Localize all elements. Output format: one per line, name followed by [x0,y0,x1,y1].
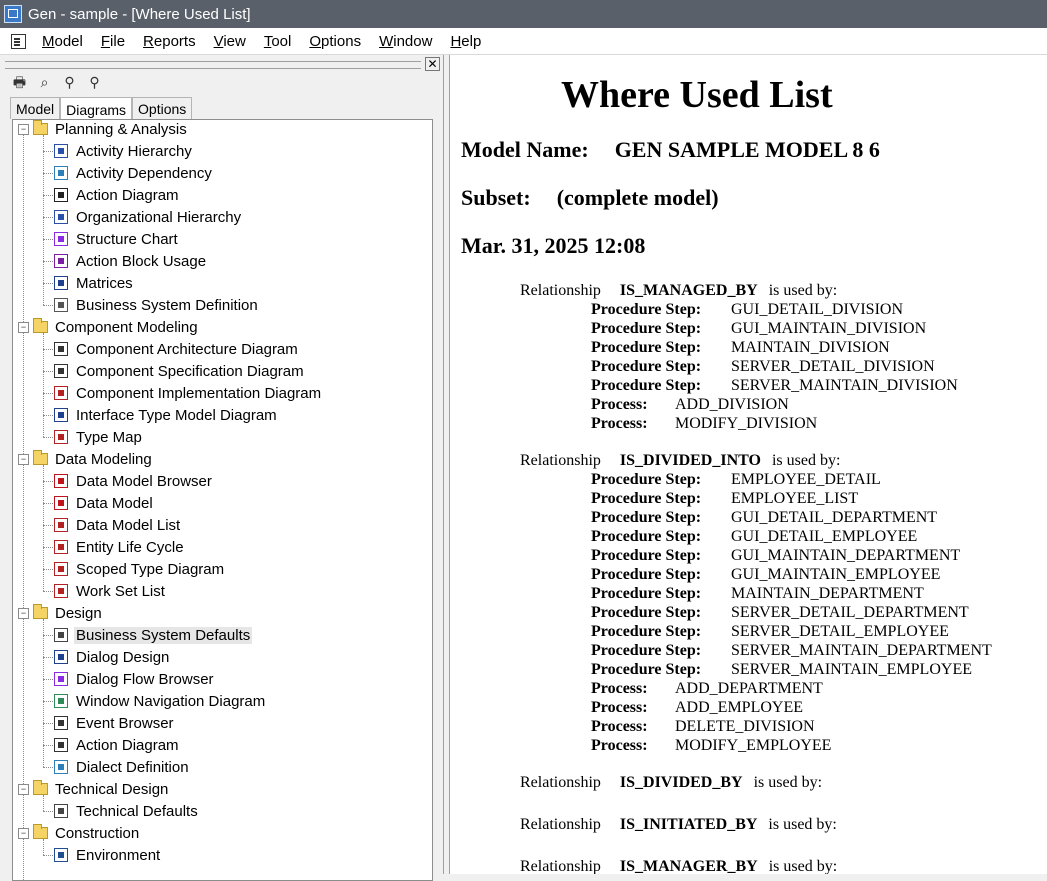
tree-item[interactable] [54,536,186,558]
tree-item[interactable] [54,734,181,756]
tree-item[interactable] [54,668,216,690]
tree-folder[interactable] [33,778,170,800]
tree-item-label: Structure Chart [76,230,178,248]
mdi-document-icon[interactable] [9,32,29,50]
navigator-toolbar [10,73,104,93]
subset-value: (complete model) [556,185,719,210]
tree-folder[interactable] [33,448,154,470]
tree-item[interactable] [54,756,191,778]
title-bar [0,0,1047,28]
tree-item[interactable] [54,140,194,162]
usage-line: Procedure Step: SERVER_DETAIL_DIVISION [591,358,935,375]
menu-bar [0,28,1047,55]
menu-help[interactable]: Help [450,32,482,50]
data-model-browser-icon [54,474,68,488]
tree-folder[interactable] [33,822,141,844]
window-title: Gen - sample - [Where Used List] [28,5,251,23]
tree-folder[interactable] [33,316,200,338]
window-navigation-icon [54,694,68,708]
find-next-icon[interactable]: ⚲ [64,74,75,90]
folder-icon [33,827,48,839]
tree-item[interactable] [54,382,323,404]
tree-item-label: Data Model Browser [76,472,212,490]
pane-grip[interactable] [5,61,421,69]
tree-item[interactable] [54,206,243,228]
usage-line: Procedure Step: GUI_MAINTAIN_EMPLOYEE [591,566,941,583]
business-system-defaults-icon [54,628,68,642]
activity-hierarchy-icon [54,144,68,158]
usage-line: Procedure Step: GUI_DETAIL_DIVISION [591,301,904,318]
collapse-toggle[interactable]: − [18,828,29,839]
report-datetime: Mar. 31, 2025 12:08 [461,233,646,258]
tree-item-label: Matrices [76,274,133,292]
tree-item-label: Dialect Definition [76,758,189,776]
app-icon[interactable] [4,5,22,23]
tree-item[interactable] [54,272,135,294]
collapse-toggle[interactable]: − [18,454,29,465]
type-map-icon [54,430,68,444]
collapse-toggle[interactable]: − [18,124,29,135]
collapse-toggle[interactable]: − [18,322,29,333]
relationship-line: Relationship IS_MANAGED_BY is used by: [520,282,838,299]
tree-folder[interactable] [33,119,189,140]
event-browser-icon [54,716,68,730]
environment-icon [54,848,68,862]
report-title: Where Used List [561,74,833,116]
usage-line: Procedure Step: GUI_MAINTAIN_DIVISION [591,320,927,337]
tree-item[interactable] [54,514,182,536]
menu-model[interactable]: Model [42,32,83,50]
folder-icon [33,321,48,333]
component-specification-icon [54,364,68,378]
tree-item[interactable] [54,492,155,514]
relationship-line: Relationship IS_MANAGER_BY is used by: [520,858,838,874]
model-name-line [461,137,880,163]
navigator-tabs [10,95,192,119]
tree-item[interactable] [54,690,267,712]
tree-item-label: Window Navigation Diagram [76,692,266,710]
usage-line: Process: ADD_DEPARTMENT [591,680,823,697]
tree-item-label: Scoped Type Diagram [76,560,225,578]
usage-line: Procedure Step: MAINTAIN_DIVISION [591,339,890,356]
work-set-list-icon [54,584,68,598]
tree-item-label: Business System Definition [76,296,258,314]
tab-options[interactable]: Options [132,97,192,119]
usage-line: Process: DELETE_DIVISION [591,718,815,735]
subset-line [461,185,719,211]
folder-icon [33,607,48,619]
tab-model[interactable]: Model [10,97,60,119]
tree-item[interactable] [54,404,279,426]
subset-label: Subset: [461,185,531,210]
close-pane-button[interactable]: ✕ [425,57,440,71]
tree-item-label: Data Model [76,494,153,512]
tree-item-label: Action Diagram [76,736,179,754]
tree-item-label: Organizational Hierarchy [76,208,242,226]
menu-window[interactable]: Window [379,32,433,50]
tree-item[interactable] [54,646,171,668]
tree-item[interactable] [54,558,226,580]
dialect-definition-icon [54,760,68,774]
usage-line: Process: MODIFY_DIVISION [591,415,818,432]
usage-line: Procedure Step: GUI_DETAIL_EMPLOYEE [591,528,918,545]
tree-item-label: Dialog Design [76,648,170,666]
usage-line: Procedure Step: MAINTAIN_DEPARTMENT [591,585,924,602]
dialog-flow-browser-icon [54,672,68,686]
folder-icon [33,783,48,795]
tree-item-label: Type Map [76,428,142,446]
usage-line: Process: ADD_EMPLOYEE [591,699,803,716]
usage-line: Procedure Step: GUI_MAINTAIN_DEPARTMENT [591,547,961,564]
model-name-value: GEN SAMPLE MODEL 8 6 [614,137,880,162]
navigator-pane [0,55,444,874]
data-model-list-icon [54,518,68,532]
usage-line: Procedure Step: SERVER_MAINTAIN_DIVISION [591,377,958,394]
tree-item[interactable] [54,338,300,360]
tree-item[interactable] [54,426,144,448]
menu-file[interactable]: File [100,32,126,50]
tree-item-label: Component Architecture Diagram [76,340,298,358]
tree-item[interactable] [54,624,252,646]
menu-view[interactable]: View [213,32,246,50]
tree-item[interactable] [54,250,208,272]
component-architecture-icon [54,342,68,356]
interface-type-model-icon [54,408,68,422]
model-name-label: Model Name: [461,137,589,162]
tree-folder-label: Design [55,604,102,622]
usage-line: Procedure Step: EMPLOYEE_LIST [591,490,859,507]
tree-folder-label: Planning & Analysis [55,120,187,138]
matrices-icon [54,276,68,290]
tree-item[interactable] [54,800,200,822]
tree-folder-label: Technical Design [55,780,169,798]
tree-folder-label: Component Modeling [55,318,198,336]
relationship-line: Relationship IS_DIVIDED_INTO is used by: [520,452,841,469]
dialog-design-icon [54,650,68,664]
business-system-definition-icon [54,298,68,312]
tree-item[interactable] [54,162,214,184]
find-prev-icon[interactable]: ⚲ [89,74,100,90]
print-icon[interactable]: 🖶 [12,74,27,90]
tree-item-label: Action Diagram [76,186,179,204]
tree-item-label: Activity Hierarchy [76,142,192,160]
technical-defaults-icon [54,804,68,818]
usage-line: Process: ADD_DIVISION [591,396,789,413]
usage-line: Procedure Step: EMPLOYEE_DETAIL [591,471,881,488]
tree-item-label: Entity Life Cycle [76,538,184,556]
tree-item[interactable] [54,844,162,866]
tree-item-label: Data Model List [76,516,181,534]
action-block-usage-icon [54,254,68,268]
binoculars-icon[interactable]: ⌕ [40,74,49,90]
action-diagram-icon [54,738,68,752]
usage-line: Procedure Step: SERVER_MAINTAIN_DEPARTMENT [591,642,992,659]
structure-chart-icon [54,232,68,246]
scoped-type-icon [54,562,68,576]
activity-dependency-icon [54,166,68,180]
tree-folder-label: Construction [55,824,140,842]
tree-item-label: Dialog Flow Browser [76,670,214,688]
tree-item[interactable] [54,712,176,734]
tree-item-label: Interface Type Model Diagram [76,406,277,424]
org-hierarchy-icon [54,210,68,224]
report-view[interactable] [449,55,1047,874]
usage-line: Procedure Step: SERVER_MAINTAIN_EMPLOYEE [591,661,972,678]
collapse-toggle[interactable]: − [18,608,29,619]
tree-item-label: Business System Defaults [76,626,251,644]
tree-folder-label: Data Modeling [55,450,152,468]
tree-item[interactable] [54,470,214,492]
tree-item[interactable] [54,360,306,382]
menu-tool[interactable]: Tool [263,32,292,50]
tree-item-label: Work Set List [76,582,165,600]
tree-item-label: Environment [76,846,161,864]
tree-item-label: Technical Defaults [76,802,198,820]
tree-item-label: Activity Dependency [76,164,212,182]
usage-line: Procedure Step: SERVER_DETAIL_EMPLOYEE [591,623,949,640]
tree-item-label: Component Implementation Diagram [76,384,322,402]
tree-item[interactable] [54,294,260,316]
tree-item[interactable] [54,580,167,602]
usage-line: Procedure Step: GUI_DETAIL_DEPARTMENT [591,509,938,526]
folder-icon [33,453,48,465]
relationship-line: Relationship IS_INITIATED_BY is used by: [520,816,837,833]
component-implementation-icon [54,386,68,400]
entity-life-cycle-icon [54,540,68,554]
tree-item[interactable] [54,228,180,250]
tree-item-label: Event Browser [76,714,174,732]
diagram-tree[interactable] [12,119,433,881]
folder-icon [33,123,48,135]
tree-item-label: Action Block Usage [76,252,207,270]
tab-diagrams[interactable]: Diagrams [60,97,132,120]
collapse-toggle[interactable]: − [18,784,29,795]
tree-item-label: Component Specification Diagram [76,362,304,380]
action-diagram-icon [54,188,68,202]
tree-item[interactable] [54,184,181,206]
menu-options[interactable]: Options [309,32,362,50]
usage-line: Process: MODIFY_EMPLOYEE [591,737,832,754]
menu-reports[interactable]: Reports [143,32,196,50]
relationship-line: Relationship IS_DIVIDED_BY is used by: [520,774,823,791]
usage-line: Procedure Step: SERVER_DETAIL_DEPARTMENT [591,604,969,621]
data-model-icon [54,496,68,510]
